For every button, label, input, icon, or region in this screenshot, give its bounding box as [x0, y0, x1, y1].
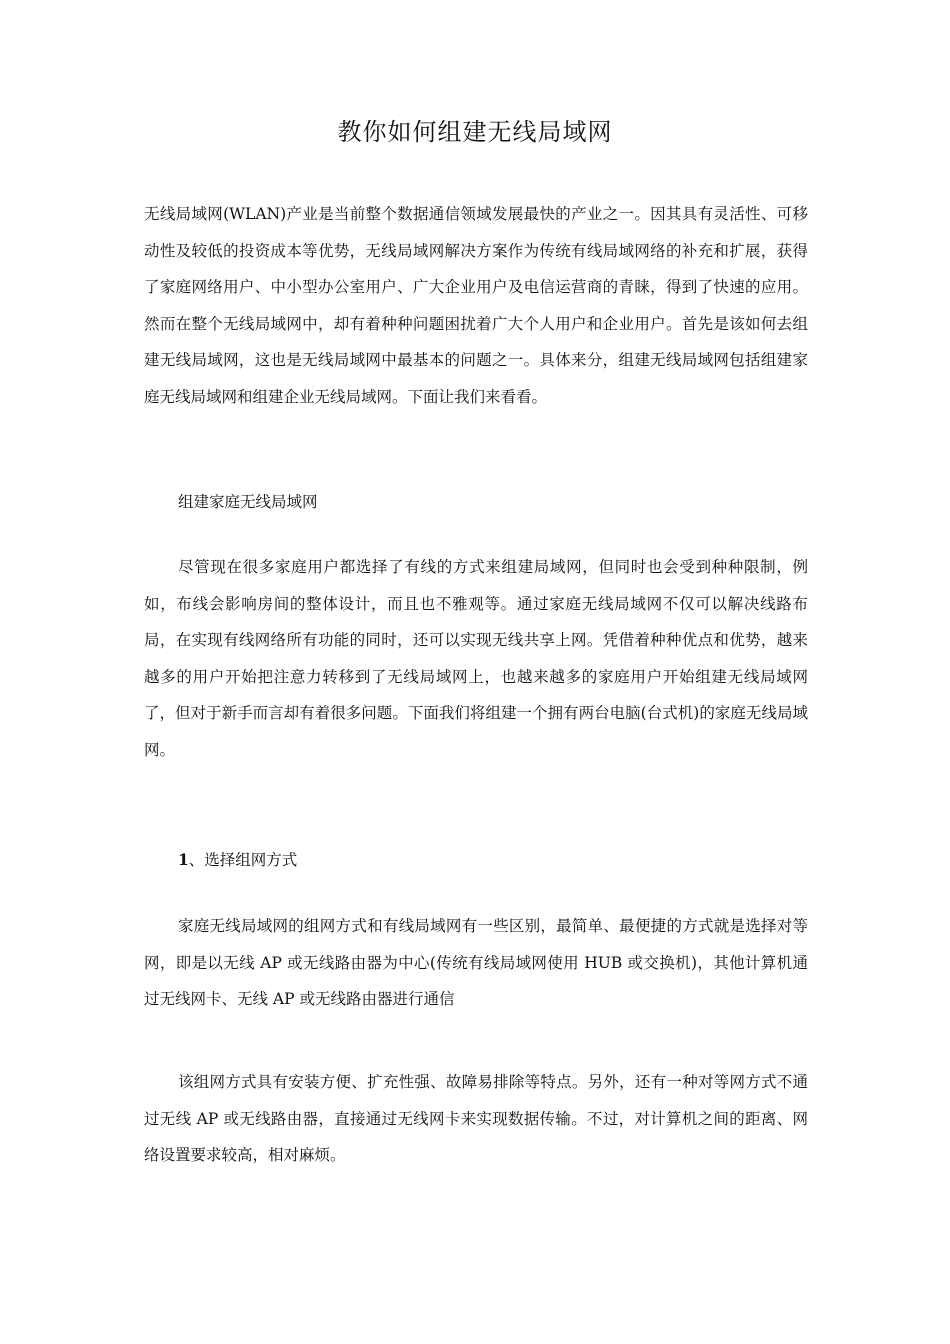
step1-paragraph-2: 该组网方式具有安装方便、扩充性强、故障易排除等特点。另外，还有一种对等网方式不通过无线 AP 或无线路由器，直接通过无线网卡来实现数据传输。不过，对计算机之间的距离、网络设置要求较高，相对麻烦。 [144, 1073, 808, 1164]
step-number: 1 [178, 850, 189, 869]
section-heading-home-wlan: 组建家庭无线局域网 [178, 493, 318, 511]
intro-paragraph: 无线局域网(WLAN)产业是当前整个数据通信领域发展最快的产业之一。因其具有灵活性、可移动性及较低的投资成本等优势，无线局域网解决方案作为传统有线局域网络的补充和扩展，获得了家庭网络用户、中小型办公室用户、广大企业用户及电信运营商的青睐，得到了快速的应用。然而在整个无线局域网中，却有着种种问题困扰着广大个人用户和企业用户。首先是该如何去组建无线局域网，这也是无线局域网中最基本的问题之一。具体来分，组建无线局域网包括组建家庭无线局域网和组建企业无线局域网。下面让我们来看看。 [144, 205, 808, 406]
home-wlan-paragraph: 尽管现在很多家庭用户都选择了有线的方式来组建局域网，但同时也会受到种种限制，例如，布线会影响房间的整体设计，而且也不雅观等。通过家庭无线局域网不仅可以解决线路布局，在实现有线网络所有功能的同时，还可以实现无线共享上网。凭借着种种优点和优势，越来越多的用户开始把注意力转移到了无线局域网上，也越来越多的家庭用户开始组建无线局域网了，但对于新手而言却有着很多问题。下面我们将组建一个拥有两台电脑(台式机)的家庭无线局域网。 [144, 558, 808, 759]
step-title: 、选择组网方式 [188, 851, 298, 869]
step-heading-1 [178, 842, 297, 878]
document-title: 教你如何组建无线局域网 [337, 118, 613, 146]
step1-paragraph-1: 家庭无线局域网的组网方式和有线局域网有一些区别，最简单、最便捷的方式就是选择对等网，即是以无线 AP 或无线路由器为中心(传统有线局域网使用 HUB 或交换机)，其他计算机通过无线网卡、无线 AP 或无线路由器进行通信 [144, 917, 808, 1008]
